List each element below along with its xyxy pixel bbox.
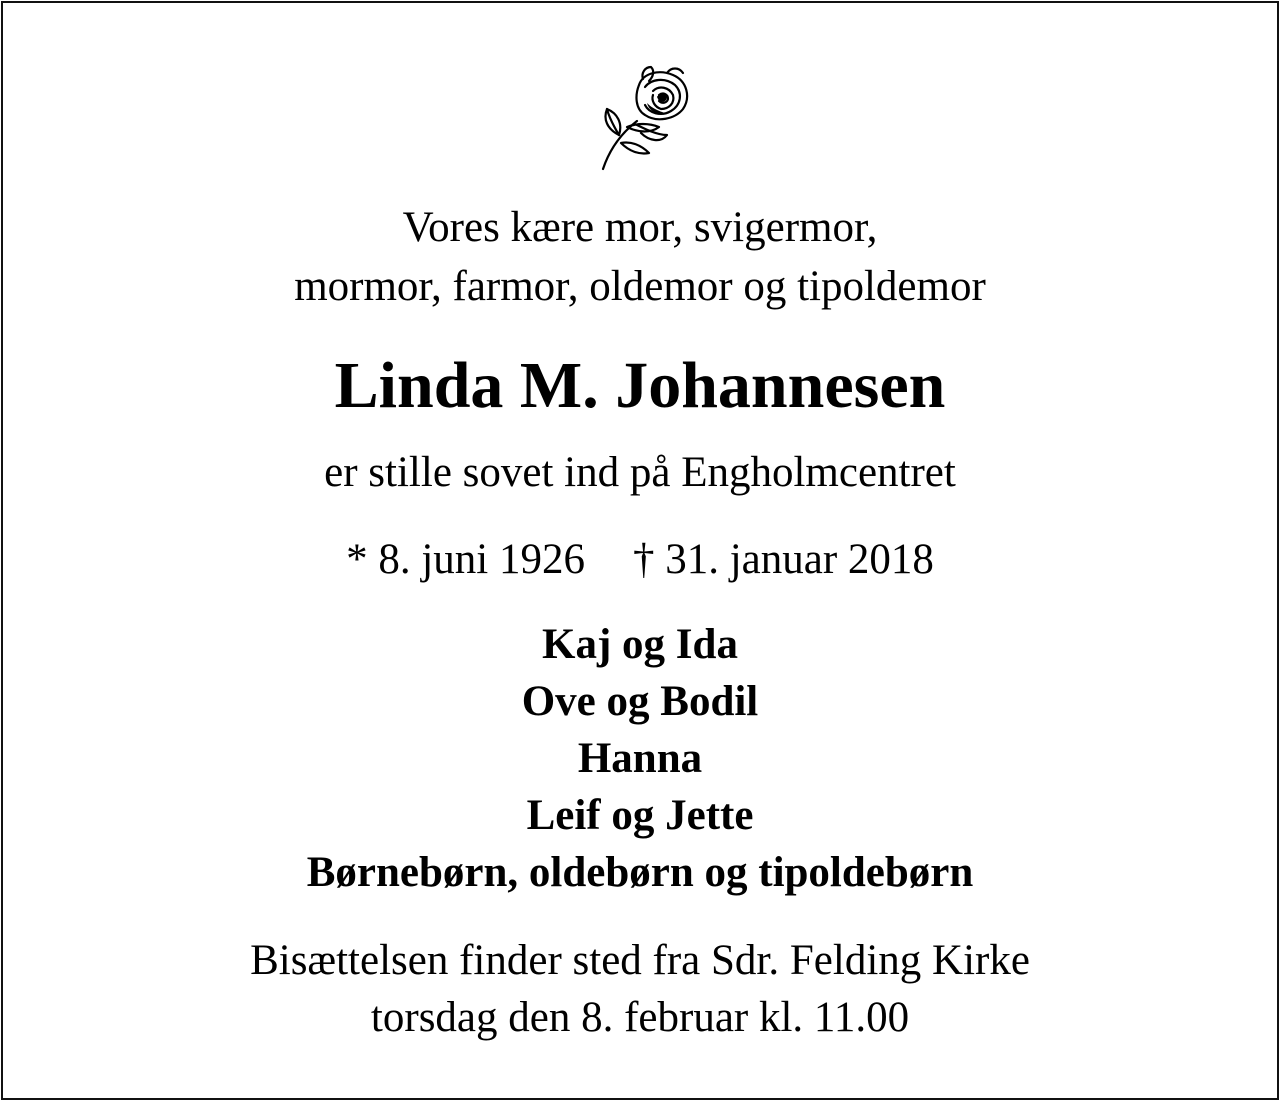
family-line: Ove og Bodil — [521, 678, 759, 725]
deceased-name: Linda M. Johannesen — [334, 349, 946, 422]
family-line: Hanna — [577, 735, 703, 782]
death-date: 31. januar 2018 — [665, 536, 934, 583]
family-line: Børnebørn, oldebørn og tipoldebørn — [306, 849, 974, 896]
passing-note: er stille sovet ind på Engholmcentret — [324, 449, 956, 496]
death-symbol: † — [632, 536, 655, 583]
birth-symbol: * — [346, 536, 368, 583]
obituary-notice — [1, 1, 1279, 1100]
life-dates — [3, 534, 1277, 586]
birth-date: 8. juni 1926 — [378, 536, 585, 583]
family-line: Leif og Jette — [526, 792, 754, 839]
family-line: Kaj og Ida — [542, 621, 738, 668]
intro-line-1: Vores kære mor, svigermor, — [402, 204, 878, 251]
rose-icon — [597, 63, 693, 173]
intro-line-2: mormor, farmor, oldemor og tipoldemor — [294, 263, 986, 310]
service-line-1: Bisættelsen finder sted fra Sdr. Felding Kirke — [250, 937, 1030, 984]
service-line-2: torsdag den 8. februar kl. 11.00 — [370, 994, 910, 1041]
